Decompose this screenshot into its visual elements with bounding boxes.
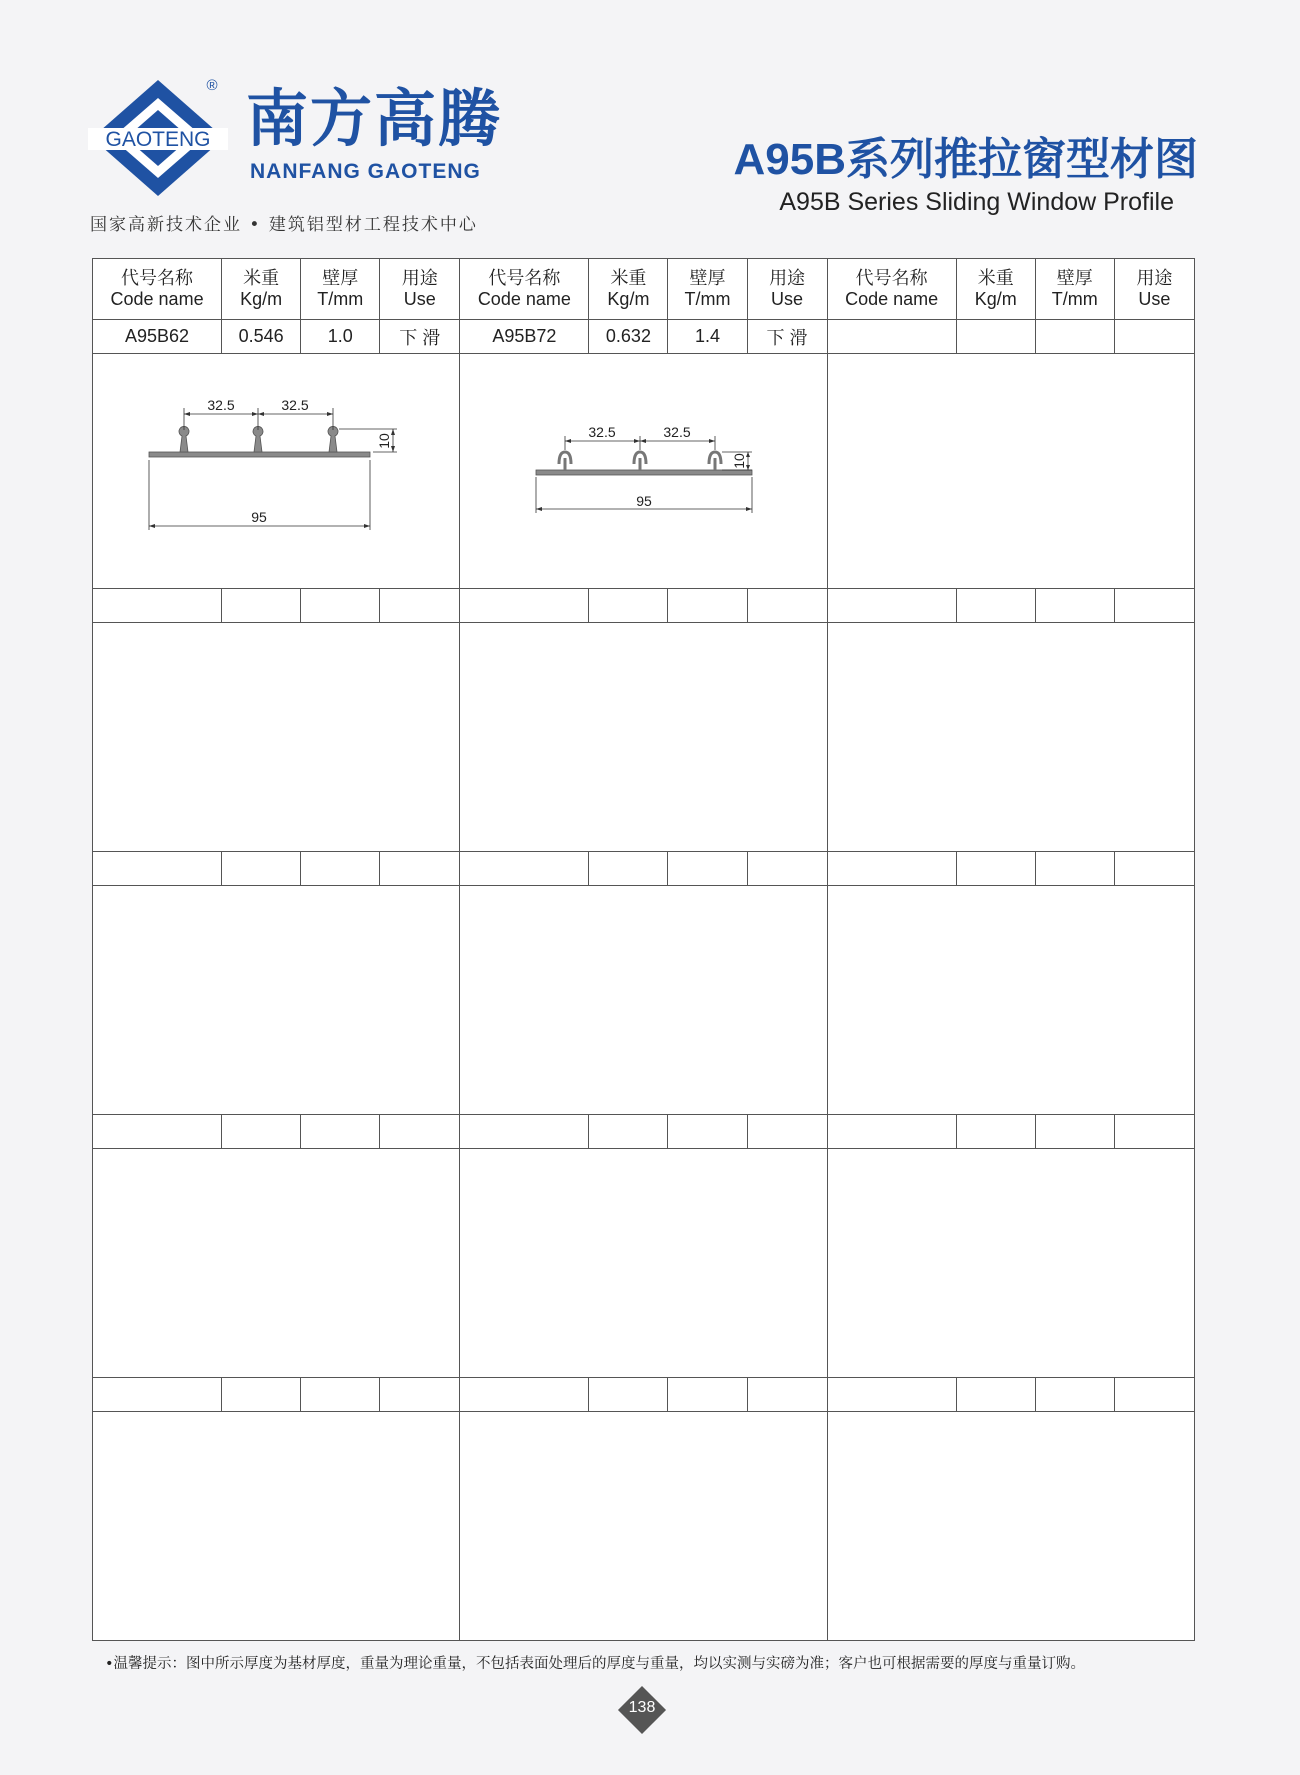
profile-base: [536, 470, 752, 475]
empty-cell: [222, 852, 301, 886]
thickness-cell: 1.4: [668, 320, 747, 354]
empty-cell: [956, 1115, 1035, 1149]
profile-drawing-a95b62: [93, 354, 459, 583]
empty-cell: [1035, 852, 1114, 886]
empty-cell: [380, 1115, 460, 1149]
empty-cell: [668, 589, 747, 623]
table-row: [93, 320, 1195, 354]
empty-cell: [1114, 589, 1194, 623]
dimension-label: 32.5: [588, 424, 617, 440]
dimension-label: 10: [731, 453, 748, 469]
dimension-label: 10: [376, 433, 393, 449]
empty-cell: [827, 320, 956, 354]
table-header-row: [93, 259, 1195, 320]
header-cell: 代号名称 Code name: [460, 259, 589, 320]
logo-text: GAOTENG: [105, 128, 211, 151]
header-cell: 壁厚 T/mm: [1035, 259, 1114, 320]
dimension-label: 32.5: [663, 424, 692, 440]
page-number-badge: [618, 1686, 666, 1734]
empty-cell: [589, 852, 668, 886]
empty-cell: [301, 1378, 380, 1412]
empty-cell: [589, 1378, 668, 1412]
empty-cell: [1035, 1378, 1114, 1412]
empty-cell: [747, 589, 827, 623]
empty-cell: [747, 1115, 827, 1149]
empty-cell: [827, 1115, 956, 1149]
dimension-label: 32.5: [281, 397, 309, 413]
drawing-cell-empty: [827, 886, 1194, 1115]
code-cell: A95B62: [93, 320, 222, 354]
empty-cell: [460, 589, 589, 623]
table-row: [93, 852, 1195, 886]
empty-cell: [747, 852, 827, 886]
dimension-label: 95: [251, 509, 267, 525]
drawing-cell-empty: [460, 886, 827, 1115]
empty-cell: [380, 589, 460, 623]
empty-cell: [93, 1115, 222, 1149]
profile-table: [92, 258, 1195, 1641]
empty-cell: [93, 1378, 222, 1412]
empty-cell: [1114, 320, 1194, 354]
header-cell: 代号名称 Code name: [827, 259, 956, 320]
empty-cell: [1035, 589, 1114, 623]
empty-cell: [93, 589, 222, 623]
empty-cell: [668, 1115, 747, 1149]
empty-cell: [1035, 1115, 1114, 1149]
table-row: [93, 1378, 1195, 1412]
profile-rib: [559, 452, 721, 470]
drawing-cell-empty: [93, 1149, 460, 1378]
drawing-row: [93, 1149, 1195, 1378]
empty-cell: [380, 1378, 460, 1412]
weight-cell: 0.546: [222, 320, 301, 354]
empty-cell: [668, 1378, 747, 1412]
empty-cell: [589, 589, 668, 623]
empty-cell: [222, 1378, 301, 1412]
empty-cell: [827, 589, 956, 623]
profile-base: [149, 452, 370, 457]
drawing-row: [93, 623, 1195, 852]
empty-cell: [668, 852, 747, 886]
thickness-cell: 1.0: [301, 320, 380, 354]
empty-cell: [747, 1378, 827, 1412]
brand-tagline: 国家高新技术企业 • 建筑铝型材工程技术中心: [90, 215, 478, 235]
use-cell: 下 滑: [380, 320, 460, 354]
page-number: 138: [628, 1699, 656, 1716]
drawing-row: [93, 1412, 1195, 1641]
drawing-row: [93, 354, 1195, 589]
page-subtitle: A95B Series Sliding Window Profile: [779, 188, 1174, 216]
brand-name-en: NANFANG GAOTENG: [250, 160, 481, 183]
empty-cell: [1114, 1115, 1194, 1149]
profile-rib: [328, 426, 338, 452]
empty-cell: [827, 852, 956, 886]
empty-cell: [301, 1115, 380, 1149]
empty-cell: [956, 320, 1035, 354]
drawing-cell-empty: [93, 623, 460, 852]
empty-cell: [301, 852, 380, 886]
table-row: [93, 589, 1195, 623]
dimension-label: 32.5: [207, 397, 235, 413]
drawing-cell-empty: [460, 1412, 827, 1641]
use-cell: 下 滑: [747, 320, 827, 354]
profile-drawing-a95b72: [460, 354, 826, 583]
empty-cell: [380, 852, 460, 886]
table-row: [93, 1115, 1195, 1149]
empty-cell: [460, 1378, 589, 1412]
empty-cell: [301, 589, 380, 623]
empty-cell: [1035, 320, 1114, 354]
empty-cell: [1114, 1378, 1194, 1412]
header-cell: 米重 Kg/m: [589, 259, 668, 320]
drawing-row: [93, 886, 1195, 1115]
drawing-cell-empty: [827, 1149, 1194, 1378]
header-cell: 壁厚 T/mm: [668, 259, 747, 320]
drawing-cell-empty: [93, 886, 460, 1115]
header-cell: 用途 Use: [747, 259, 827, 320]
header-cell: 壁厚 T/mm: [301, 259, 380, 320]
drawing-cell-a95b72: [460, 354, 827, 589]
empty-cell: [93, 852, 222, 886]
page-title: A95B系列推拉窗型材图: [733, 135, 1198, 184]
brand-name-cn: 南方高腾: [246, 82, 503, 155]
code-cell: A95B72: [460, 320, 589, 354]
empty-cell: [460, 1115, 589, 1149]
empty-cell: [222, 1115, 301, 1149]
drawing-cell-a95b62: [93, 354, 460, 589]
drawing-cell-empty: [460, 1149, 827, 1378]
header-cell: 用途 Use: [380, 259, 460, 320]
header-cell: 代号名称 Code name: [93, 259, 222, 320]
profile-rib: [253, 426, 263, 452]
empty-cell: [956, 589, 1035, 623]
drawing-cell-empty: [827, 354, 1194, 589]
header-cell: 用途 Use: [1114, 259, 1194, 320]
drawing-cell-empty: [827, 1412, 1194, 1641]
header-cell: 米重 Kg/m: [956, 259, 1035, 320]
drawing-cell-empty: [460, 623, 827, 852]
dimension-label: 95: [636, 493, 653, 509]
empty-cell: [956, 1378, 1035, 1412]
registered-mark: ®: [206, 77, 218, 94]
profile-rib: [179, 426, 189, 452]
footer-note: •温馨提示：图中所示厚度为基材厚度，重量为理论重量，不包括表面处理后的厚度与重量，均以实测与实磅为准；客户也可根据需要的厚度与重量订购。: [105, 1656, 1086, 1672]
empty-cell: [589, 1115, 668, 1149]
drawing-cell-empty: [93, 1412, 460, 1641]
empty-cell: [956, 852, 1035, 886]
empty-cell: [827, 1378, 956, 1412]
weight-cell: 0.632: [589, 320, 668, 354]
empty-cell: [460, 852, 589, 886]
drawing-cell-empty: [827, 623, 1194, 852]
brand-logo: [88, 76, 228, 200]
empty-cell: [222, 589, 301, 623]
empty-cell: [1114, 852, 1194, 886]
header-cell: 米重 Kg/m: [222, 259, 301, 320]
